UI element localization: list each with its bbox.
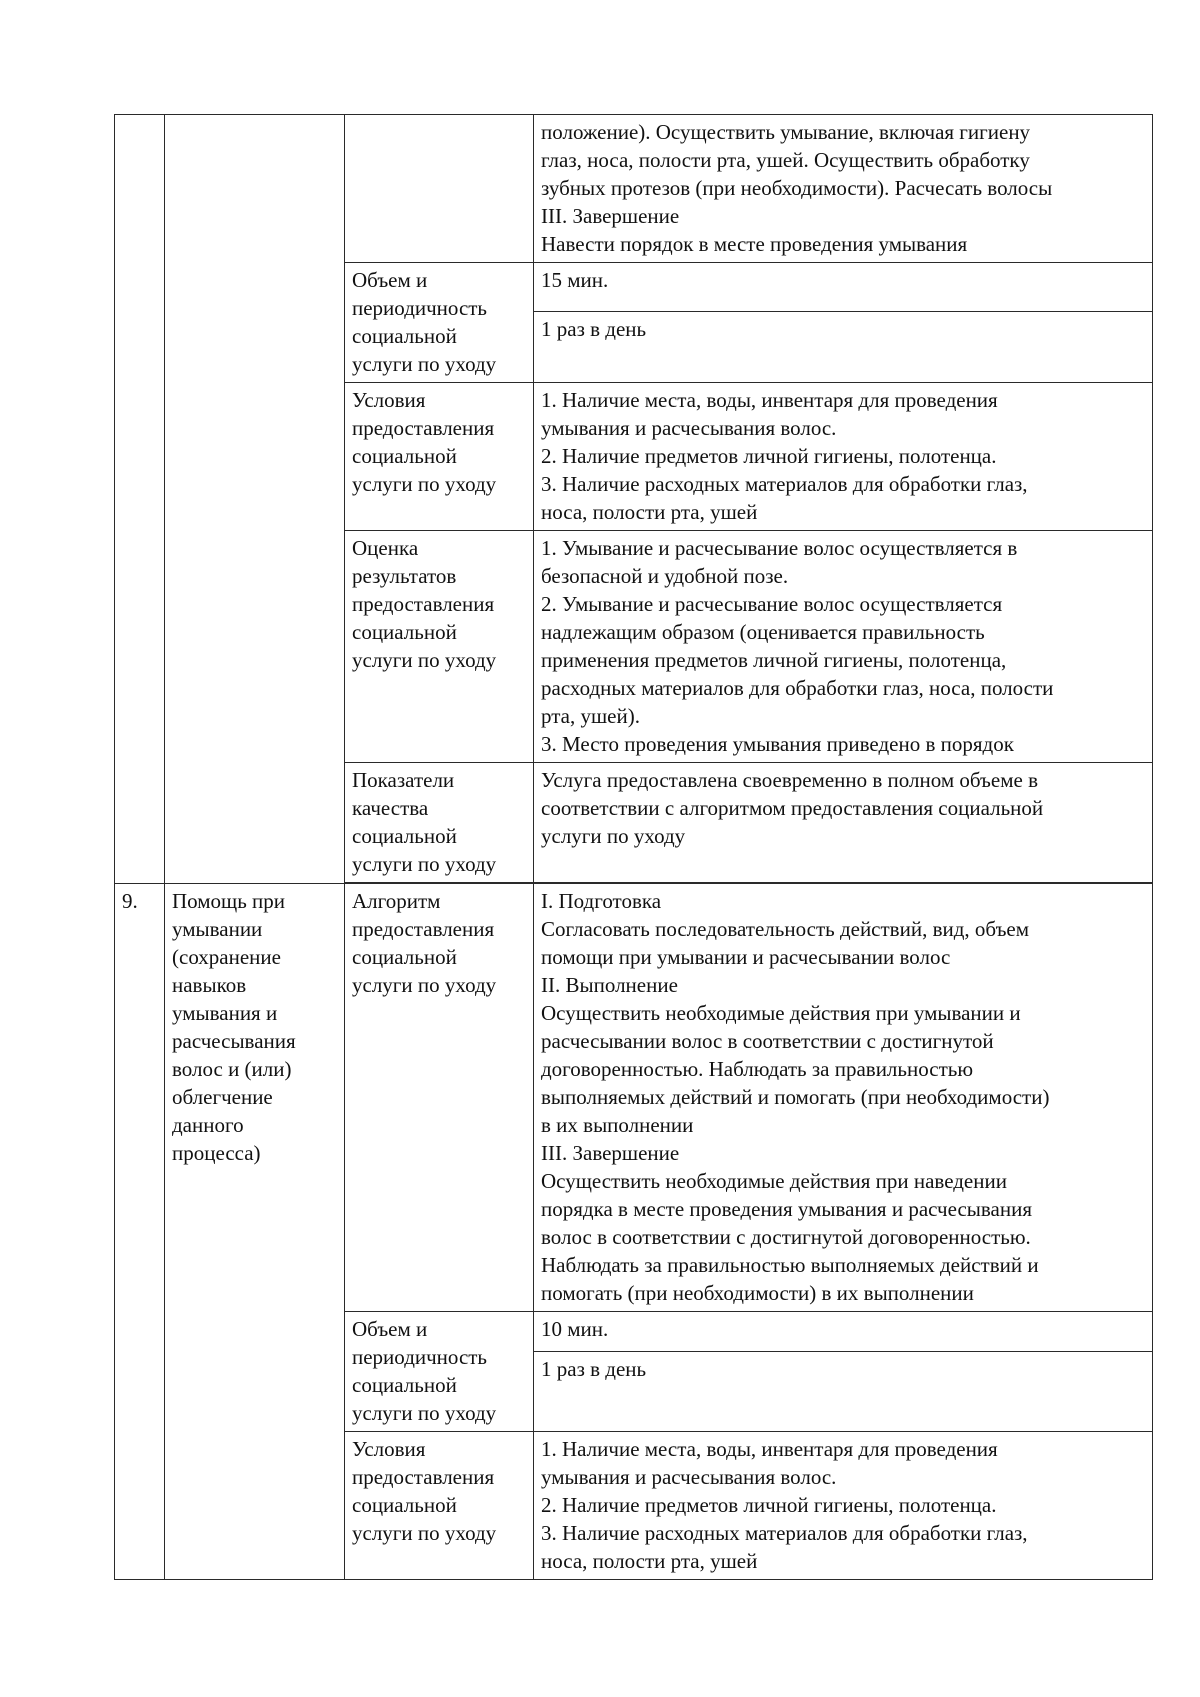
- volume-time-cell: [534, 1312, 1153, 1352]
- text-line: 2. Наличие предметов личной гигиены, полотенца.: [541, 444, 997, 468]
- text-line: Осуществить необходимые действия при умывании и: [541, 1001, 1021, 1025]
- frequency-cell: [534, 312, 1153, 383]
- text-line: 2. Наличие предметов личной гигиены, полотенца.: [541, 1493, 997, 1517]
- text-line: выполняемых действий и помогать (при необходимости): [541, 1085, 1050, 1109]
- label-line: Объем и: [352, 268, 428, 292]
- conditions-label-cell: [345, 1432, 534, 1580]
- text-line: носа, полости рта, ушей: [541, 500, 758, 524]
- text-line: носа, полости рта, ушей: [541, 1549, 758, 1573]
- text-line: расчесывании волос в соответствии с достигнутой: [541, 1029, 994, 1053]
- text-line: III. Завершение: [541, 1141, 680, 1165]
- quality-label-cell: [345, 763, 534, 883]
- label-line: предоставления: [352, 416, 495, 440]
- text-line: I. Подготовка: [541, 889, 662, 913]
- volume-time: 15 мин.: [541, 268, 609, 292]
- text-line: волос в соответствии с достигнутой договоренностью.: [541, 1225, 1031, 1249]
- name-line: процесса): [172, 1141, 261, 1165]
- label-line: Условия: [352, 388, 426, 412]
- text-line: Наблюдать за правильностью выполняемых действий и: [541, 1253, 1039, 1277]
- algorithm-label-cell: [345, 884, 534, 1312]
- text-line: Услуга предоставлена своевременно в полном объеме в: [541, 768, 1038, 792]
- text-line: III. Завершение: [541, 204, 680, 228]
- text-line: II. Выполнение: [541, 973, 678, 997]
- text-line: рта, ушей).: [541, 704, 640, 728]
- label-line: социальной: [352, 1373, 457, 1397]
- text-line: глаз, носа, полости рта, ушей. Осуществить обработку: [541, 148, 1030, 172]
- conditions-label-cell: [345, 383, 534, 531]
- evaluation-label-cell: [345, 531, 534, 763]
- label-line: Объем и: [352, 1317, 428, 1341]
- text-line: применения предметов личной гигиены, полотенца,: [541, 648, 1007, 672]
- conditions-text-cell: [534, 1432, 1153, 1580]
- label-line: периодичность: [352, 1345, 488, 1369]
- label-line: предоставления: [352, 1465, 495, 1489]
- evaluation-text-cell: [534, 531, 1153, 763]
- text-line: расходных материалов для обработки глаз, носа, полости: [541, 676, 1054, 700]
- frequency-value: 1 раз в день: [541, 317, 647, 342]
- label-line: услуги по уходу: [352, 852, 497, 876]
- text-line: зубных протезов (при необходимости). Расчесать волосы: [541, 176, 1053, 200]
- name-line: облегчение: [172, 1085, 273, 1109]
- table-row: [115, 884, 1153, 1312]
- number-cell: [115, 884, 165, 1580]
- text-line: помощи при умывании и расчесывании волос: [541, 945, 951, 969]
- conditions-text-cell: [534, 383, 1153, 531]
- text-line: 1. Наличие места, воды, инвентаря для проведения: [541, 1437, 998, 1461]
- text-line: в их выполнении: [541, 1113, 694, 1137]
- frequency-cell: [534, 1352, 1153, 1432]
- text-line: Навести порядок в месте проведения умывания: [541, 232, 968, 256]
- volume-label-cell: [345, 1312, 534, 1432]
- name-line: Помощь при: [172, 889, 286, 913]
- label-line: услуги по уходу: [352, 1401, 497, 1425]
- table-row: [115, 115, 1153, 263]
- label-line: услуги по уходу: [352, 1521, 497, 1545]
- label-line: социальной: [352, 1493, 457, 1517]
- name-line: навыков: [172, 973, 247, 997]
- algorithm-tail-cell: [534, 115, 1153, 263]
- algorithm-text-cell: [534, 884, 1153, 1312]
- text-line: Осуществить необходимые действия при наведении: [541, 1169, 1007, 1193]
- number-cell-prev: [115, 115, 165, 884]
- label-line: Алгоритм: [352, 889, 441, 913]
- text-line: 1. Умывание и расчесывание волос осуществляется в: [541, 536, 1018, 560]
- service-name-cell-prev: [165, 115, 345, 884]
- text-line: договоренностью. Наблюдать за правильностью: [541, 1057, 974, 1081]
- text-line: 3. Наличие расходных материалов для обработки глаз,: [541, 472, 1028, 496]
- text-line: 1. Наличие места, воды, инвентаря для проведения: [541, 388, 998, 412]
- label-cell-empty: [345, 115, 534, 263]
- name-line: умывании: [172, 917, 263, 941]
- label-line: качества: [352, 796, 429, 820]
- name-line: расчесывания: [172, 1029, 296, 1053]
- label-line: Условия: [352, 1437, 426, 1461]
- frequency-value: 1 раз в день: [541, 1357, 647, 1382]
- label-line: Оценка: [352, 536, 419, 560]
- text-line: надлежащим образом (оценивается правильность: [541, 620, 985, 644]
- label-line: услуги по уходу: [352, 472, 497, 496]
- service-name-cell: [165, 884, 345, 1580]
- volume-label-cell: [345, 263, 534, 383]
- label-line: результатов: [352, 564, 457, 588]
- label-line: социальной: [352, 324, 457, 348]
- label-line: социальной: [352, 444, 457, 468]
- label-line: социальной: [352, 620, 457, 644]
- quality-text-cell: [534, 763, 1153, 883]
- text-line: 3. Наличие расходных материалов для обработки глаз,: [541, 1521, 1028, 1545]
- name-line: данного: [172, 1113, 244, 1137]
- text-line: умывания и расчесывания волос.: [541, 1465, 837, 1489]
- name-line: (сохранение: [172, 945, 281, 969]
- label-line: услуги по уходу: [352, 352, 497, 376]
- text-line: услуги по уходу: [541, 824, 686, 848]
- label-line: предоставления: [352, 917, 495, 941]
- label-line: Показатели: [352, 768, 455, 792]
- text-line: помогать (при необходимости) в их выполнении: [541, 1281, 974, 1305]
- label-line: периодичность: [352, 296, 488, 320]
- name-line: волос и (или): [172, 1057, 292, 1081]
- services-table: [114, 114, 1153, 1580]
- text-line: Согласовать последовательность действий, вид, объем: [541, 917, 1030, 941]
- volume-time-cell: [534, 263, 1153, 312]
- volume-time: 10 мин.: [541, 1317, 609, 1341]
- label-line: социальной: [352, 945, 457, 969]
- label-line: услуги по уходу: [352, 973, 497, 997]
- text-line: порядка в месте проведения умывания и расчесывания: [541, 1197, 1032, 1221]
- text-line: 3. Место проведения умывания приведено в порядок: [541, 732, 1014, 756]
- text-line: положение). Осуществить умывание, включая гигиену: [541, 120, 1031, 144]
- text-line: соответствии с алгоритмом предоставления социальной: [541, 796, 1044, 820]
- name-line: умывания и: [172, 1001, 278, 1025]
- label-line: социальной: [352, 824, 457, 848]
- label-line: услуги по уходу: [352, 648, 497, 672]
- text-line: 2. Умывание и расчесывание волос осуществляется: [541, 592, 1003, 616]
- text-line: умывания и расчесывания волос.: [541, 416, 837, 440]
- row-number: 9.: [122, 889, 138, 913]
- label-line: предоставления: [352, 592, 495, 616]
- text-line: безопасной и удобной позе.: [541, 564, 789, 588]
